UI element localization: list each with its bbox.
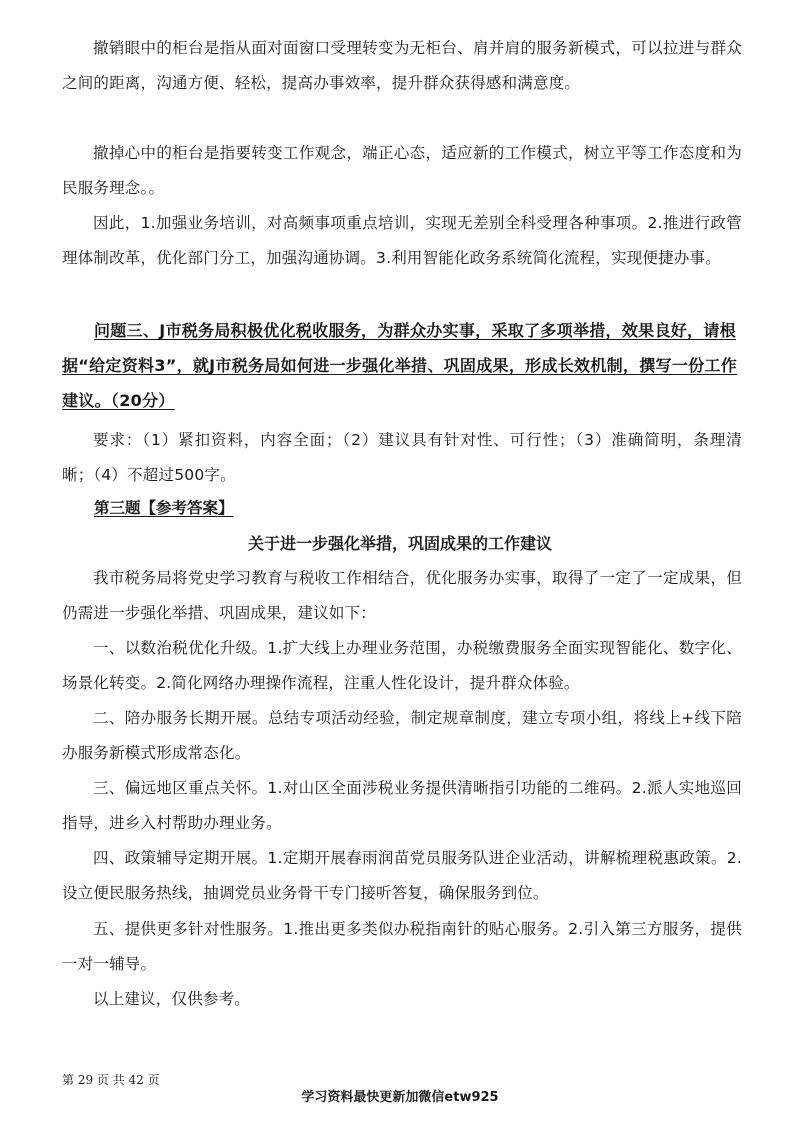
- paragraph-counter-explanation: 撤销眼中的柜台是指从面对面窗口受理转变为无柜台、肩并肩的服务新模式，可以拉进与群众之间的距离，沟通方便、轻松，提高办事效率，提升群众获得感和满意度。: [62, 39, 742, 92]
- answer-intro: 我市税务局将党史学习教育与税收工作相结合，优化服务办实事，取得了一定了一定成果，但仍需进一步强化举措、巩固成果，建议如下：: [62, 569, 742, 622]
- answer-point-three: 三、偏远地区重点关怀。1.对山区全面涉税业务提供清晰指引功能的二维码。2.派人实地巡回指导，进乡入村帮助办理业务。: [62, 779, 742, 832]
- answer-point-two: 二、陪办服务长期开展。总结专项活动经验，制定规章制度，建立专项小组，将线上+线下陪办服务新模式形成常态化。: [62, 709, 742, 762]
- question-three: 问题三、J市税务局积极优化税收服务，为群众办实事，采取了多项举措，效果良好，请根据“给定资料3”，就J市税务局如何进一步强化举措、巩固成果，形成长效机制，撰写一份工作建议。（20分）: [62, 321, 738, 410]
- answer-title: 关于进一步强化举措，巩固成果的工作建议: [247, 534, 552, 553]
- answer-label-text: 第三题【参考答案】: [94, 499, 234, 517]
- requirements: 要求：（1）紧扣资料，内容全面；（2）建议具有针对性、可行性；（3）准确简明，条理清晰；（4）不超过500字。: [62, 431, 742, 484]
- answer-point-four: 四、政策辅导定期开展。1.定期开展春雨润苗党员服务队进企业活动，讲解梳理税惠政策。2.设立便民服务热线，抽调党员业务骨干专门接听答复，确保服务到位。: [62, 849, 742, 902]
- answer-point-five: 五、提供更多针对性服务。1.推出更多类似办税指南针的贴心服务。2.引入第三方服务，提供一对一辅导。: [62, 920, 742, 973]
- answer-label: [94, 496, 234, 520]
- answer-point-one: 一、以数治税优化升级。1.扩大线上办理业务范围，办税缴费服务全面实现智能化、数字化、场景化转变。2.简化网络办理操作流程，注重人性化设计，提升群众体验。: [62, 639, 742, 692]
- page-number: 第 29 页 共 42 页: [62, 1073, 160, 1087]
- paragraph-mindset-explanation: 撤掉心中的柜台是指要转变工作观念，端正心态，适应新的工作模式，树立平等工作态度和为民服务理念。。: [62, 144, 742, 197]
- paragraph-measures: 因此，1.加强业务培训，对高频事项重点培训，实现无差别全科受理各种事项。2.推进行政管理体制改革，优化部门分工，加强沟通协调。3.利用智能化政务系统简化流程，实现便捷办事。: [62, 214, 742, 267]
- footer-note: 学习资料最快更新加微信etw925: [301, 1090, 499, 1105]
- answer-closing: 以上建议，仅供参考。: [93, 990, 251, 1008]
